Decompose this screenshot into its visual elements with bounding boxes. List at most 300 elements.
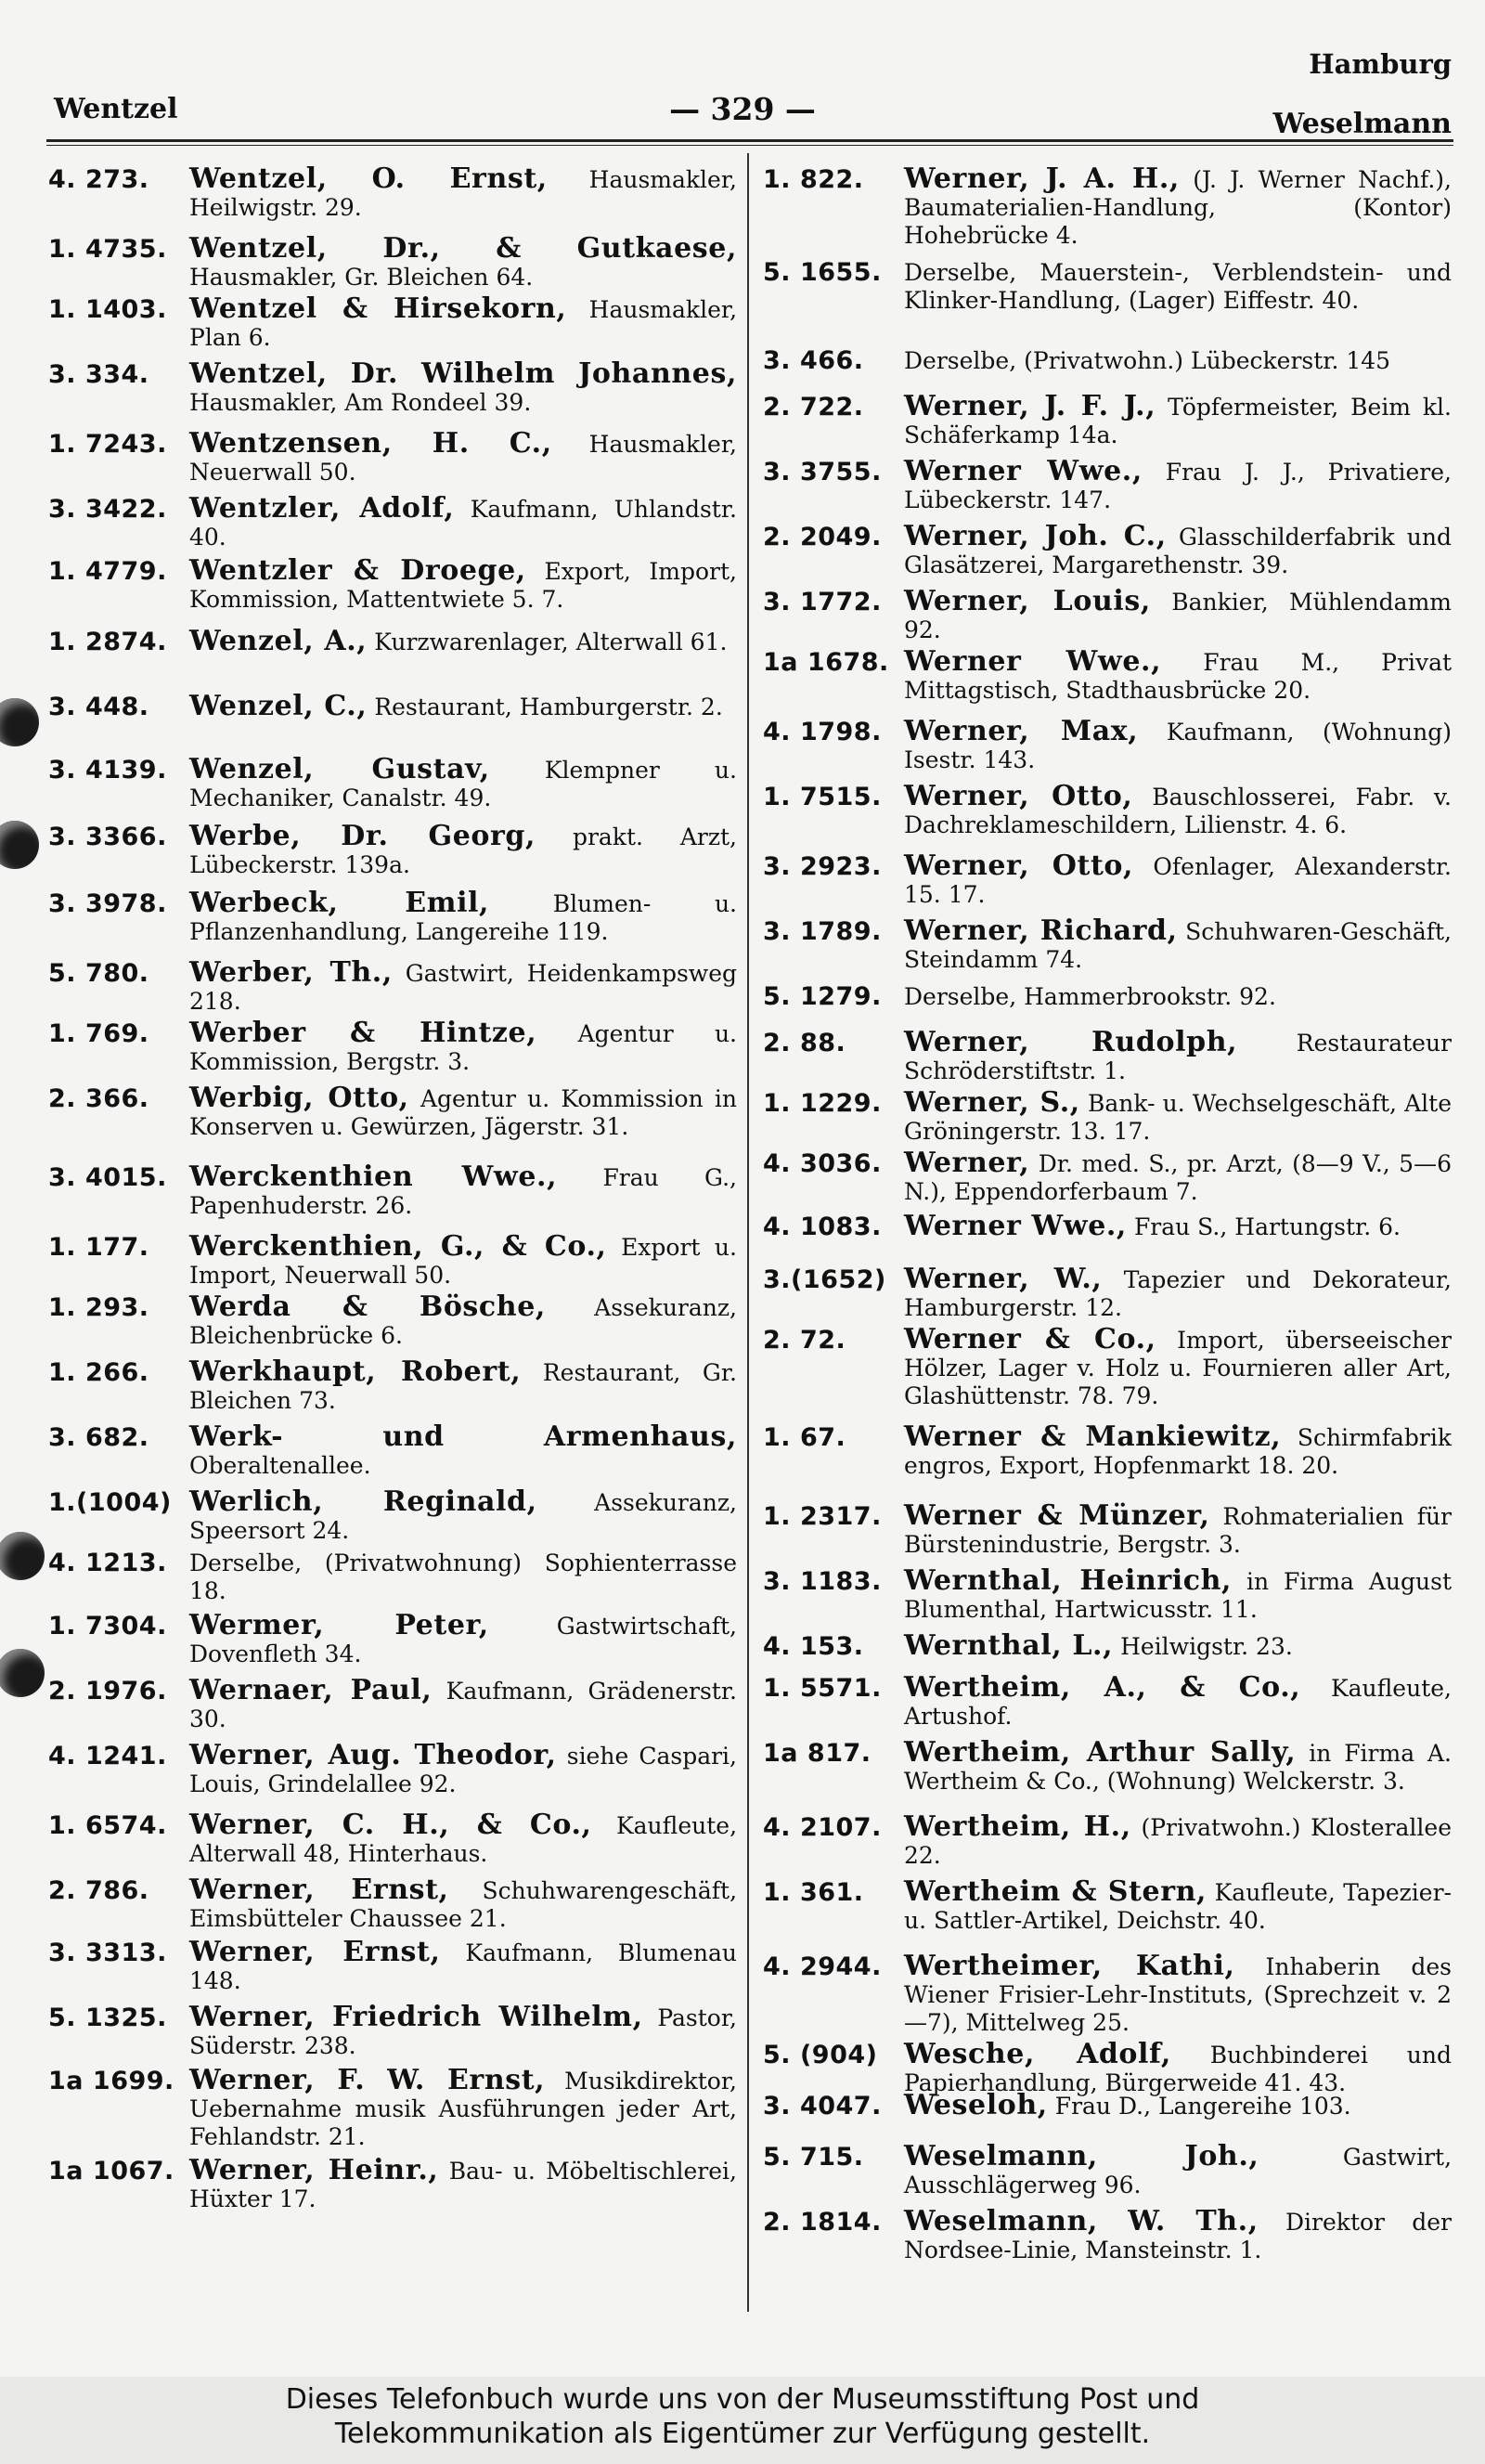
entry-text xyxy=(189,753,737,812)
entry-details: Kaufleute, Tapezier- u. Sattler-Artikel, Deichstr. 40. xyxy=(904,1879,1452,1934)
directory-entry xyxy=(763,1671,1452,1731)
entry-phone-number: 1. 2317. xyxy=(763,1502,882,1531)
entry-details: Inhaberin des Wiener Frisier-Lehr-Instituts, (Sprechzeit v. 2—7), Mittelweg 25. xyxy=(904,1953,1452,2036)
entry-text xyxy=(189,427,737,486)
entry-details: Bank- u. Wechselgeschäft, Alte Gröningerstr. 13. 17. xyxy=(904,1090,1452,1145)
directory-entry xyxy=(763,780,1452,840)
entry-phone-number: 1. 6574. xyxy=(48,1811,167,1840)
directory-entry xyxy=(763,1875,1452,1936)
entry-details: Ofenlager, Alexanderstr. 15. 17. xyxy=(904,853,1452,908)
entry-phone-number: 2. 786. xyxy=(48,1876,149,1905)
entry-details: Oberaltenallee. xyxy=(189,1452,371,1479)
entry-text xyxy=(904,1671,1452,1731)
entry-name: Werbe, Dr. Georg, xyxy=(189,820,536,852)
entry-text xyxy=(904,1736,1452,1796)
entry-name: Werner, Otto, xyxy=(904,849,1134,882)
entry-phone-number: 3. 3755. xyxy=(763,458,882,486)
column-divider xyxy=(747,153,749,2312)
directory-entry xyxy=(763,2205,1452,2265)
entry-name: Werner, xyxy=(904,1147,1030,1179)
entry-text xyxy=(189,292,738,352)
entry-details: Assekuranz, Bleichenbrücke 6. xyxy=(189,1294,737,1349)
entry-details: Kaufleute, Artushof. xyxy=(904,1675,1452,1730)
entry-phone-number: 1. 5571. xyxy=(763,1674,882,1703)
directory-entry xyxy=(763,2038,1452,2098)
entry-details: Bankier, Mühlendamm 92. xyxy=(904,589,1452,643)
entry-phone-number: 1. 1403. xyxy=(48,295,167,324)
directory-entry xyxy=(48,427,737,487)
directory-entry xyxy=(48,1674,738,1734)
entry-text xyxy=(904,780,1452,839)
entry-details: Tapezier und Dekorateur, Hamburgerstr. 12. xyxy=(904,1266,1453,1321)
directory-entry xyxy=(763,1810,1452,1871)
directory-entry xyxy=(48,232,737,292)
entry-details: Hausmakler, Plan 6. xyxy=(189,296,738,351)
entry-details: Blumen- u. Pflanzenhandlung, Langereihe 119. xyxy=(189,890,738,945)
entry-name: Werner & Co., xyxy=(904,1323,1156,1355)
entry-phone-number: 1. 4779. xyxy=(48,557,167,586)
directory-entry xyxy=(763,1564,1453,1625)
entry-name: Werner Wwe., xyxy=(904,645,1162,678)
directory-entry xyxy=(48,1230,737,1290)
entry-details: Restaurant, Gr. Bleichen 73. xyxy=(189,1359,737,1414)
entry-phone-number: 3. 466. xyxy=(763,346,864,375)
entry-phone-number: 3. 4047. xyxy=(763,2092,882,2120)
entry-details: Gastwirtschaft, Dovenfleth 34. xyxy=(189,1613,738,1667)
entry-name: Wentzel, O. Ernst, xyxy=(189,162,548,195)
entry-details: (J. J. Werner Nachf.), Baumaterialien-Handlung, (Kontor) Hohebrücke 4. xyxy=(904,166,1452,249)
directory-entry xyxy=(48,554,738,615)
entry-details: Export u. Import, Neuerwall 50. xyxy=(189,1234,737,1289)
directory-entry xyxy=(48,492,737,552)
entry-text xyxy=(904,455,1452,514)
entry-text xyxy=(189,1420,737,1480)
entry-name: Wertheim, Arthur Sally, xyxy=(904,1736,1297,1769)
entry-phone-number: 3. 1789. xyxy=(763,917,882,946)
entry-phone-number: 1. 769. xyxy=(48,1019,149,1048)
directory-entry xyxy=(48,357,737,418)
entry-details: Direktor der Nordsee-Linie, Mansteinstr. 1. xyxy=(904,2209,1452,2263)
entry-phone-number: 1a 817. xyxy=(763,1739,872,1768)
entry-name: Wenzel, C., xyxy=(189,690,368,722)
entry-text xyxy=(189,889,737,946)
entry-text xyxy=(904,715,1452,774)
entry-phone-number: 4. 1213. xyxy=(48,1549,167,1577)
entry-phone-number: 3. 2923. xyxy=(763,852,882,881)
entry-text xyxy=(904,1265,1452,1322)
entry-details: Hausmakler, Am Rondeel 39. xyxy=(189,389,532,416)
entry-name: Wenzel, A., xyxy=(189,625,368,657)
entry-text xyxy=(189,1876,737,1933)
entry-text xyxy=(904,2089,1452,2121)
entry-name: Werner, Otto, xyxy=(904,780,1133,812)
directory-entry xyxy=(763,1265,1452,1323)
entry-name: Werner, Joh. C., xyxy=(904,520,1167,552)
entry-details: Kaufmann, Blumenau 148. xyxy=(189,1939,738,1994)
entry-text xyxy=(904,1210,1452,1242)
directory-entry xyxy=(763,914,1452,975)
entry-text xyxy=(189,1230,737,1290)
entry-details: Derselbe, (Privatwohn.) Lübeckerstr. 145 xyxy=(904,347,1391,374)
entry-phone-number: 1. 177. xyxy=(48,1233,149,1262)
entry-name: Werner, J. A. H., xyxy=(904,162,1180,195)
entry-details: Schuhwarengeschäft, Eimsbütteler Chaussee 21. xyxy=(189,1877,738,1932)
directory-entry xyxy=(763,1026,1452,1086)
entry-name: Werlich, Reginald, xyxy=(189,1485,537,1518)
entry-text xyxy=(904,1564,1453,1624)
entry-name: Werk- und Armenhaus, xyxy=(189,1420,737,1453)
entry-details: Frau J. J., Privatiere, Lübeckerstr. 147. xyxy=(904,459,1452,513)
entry-details: Frau M., Privat Mittagstisch, Stadthausbrücke 20. xyxy=(904,649,1453,704)
entry-phone-number: 2. 2049. xyxy=(763,523,882,551)
entry-text xyxy=(189,1609,738,1668)
entry-name: Weseloh, xyxy=(904,2089,1048,2121)
entry-phone-number: 1a 1678. xyxy=(763,648,889,677)
directory-entry xyxy=(763,520,1452,580)
entry-phone-number: 5. (904) xyxy=(763,2041,878,2069)
entry-name: Werner, Ernst, xyxy=(189,1936,441,1968)
entry-details: Frau G., Papenhuderstr. 26. xyxy=(189,1164,737,1219)
entry-phone-number: 3. 3366. xyxy=(48,823,167,851)
entry-phone-number: 1a 1067. xyxy=(48,2157,174,2185)
entry-phone-number: 4. 3036. xyxy=(763,1149,882,1178)
entry-name: Werner, Friedrich Wilhelm, xyxy=(189,2001,643,2033)
directory-entry xyxy=(48,2154,737,2214)
entry-text xyxy=(189,690,737,722)
entry-phone-number: 2. 72. xyxy=(763,1326,846,1355)
entry-text xyxy=(904,1810,1452,1870)
entry-phone-number: 4. 2944. xyxy=(763,1952,882,1981)
header-rule-thin xyxy=(46,145,1453,146)
entry-phone-number: 1. 293. xyxy=(48,1293,149,1322)
punch-hole xyxy=(0,821,39,869)
entry-text xyxy=(189,1674,738,1733)
entry-phone-number: 3. 4015. xyxy=(48,1163,167,1192)
page-number: — 329 — xyxy=(669,91,816,127)
entry-text xyxy=(904,1149,1452,1206)
entry-details: Import, überseeischer Hölzer, Lager v. Holz u. Fournieren aller Art, Glashüttenstr. 78. 79. xyxy=(904,1327,1452,1409)
directory-entry xyxy=(48,1290,737,1351)
entry-name: Werner, W., xyxy=(904,1263,1103,1295)
directory-entry xyxy=(48,1019,737,1077)
entry-name: Wernthal, L., xyxy=(904,1629,1114,1662)
entry-phone-number: 3. 334. xyxy=(48,360,149,389)
directory-entry xyxy=(763,162,1452,249)
entry-name: Werner & Mankiewitz, xyxy=(904,1420,1282,1453)
entry-details: Restaurateur Schröderstiftstr. 1. xyxy=(904,1030,1452,1084)
entry-name: Wentzler, Adolf, xyxy=(189,492,455,525)
entry-name: Wertheimer, Kathi, xyxy=(904,1950,1235,1982)
entry-text xyxy=(904,162,1452,250)
entry-name: Wertheim, H., xyxy=(904,1810,1131,1843)
entry-name: Wentzler & Droege, xyxy=(189,554,526,587)
entry-text xyxy=(904,1086,1452,1146)
entry-text xyxy=(904,1629,1452,1662)
footer-line-1: Dieses Telefonbuch wurde uns von der Museumsstiftung Post und xyxy=(285,2383,1200,2416)
directory-entry xyxy=(763,1736,1452,1796)
entry-details: Derselbe, Mauerstein-, Verblendstein- und Klinker-Handlung, (Lager) Eiffestr. 40. xyxy=(904,259,1452,314)
entry-details: Restaurant, Hamburgerstr. 2. xyxy=(374,694,723,720)
entry-text xyxy=(904,520,1452,579)
directory-entry xyxy=(763,1086,1452,1147)
directory-entry xyxy=(48,1163,737,1221)
directory-entry xyxy=(763,1499,1452,1560)
entry-name: Werner, Max, xyxy=(904,715,1139,747)
entry-name: Werner, C. H., & Co., xyxy=(189,1809,592,1841)
entry-name: Werbeck, Emil, xyxy=(189,887,490,919)
directory-entry xyxy=(48,956,737,1017)
entry-details: Frau S., Hartungstr. 6. xyxy=(1133,1213,1401,1240)
entry-name: Werbig, Otto, xyxy=(189,1082,409,1114)
entry-name: Werda & Bösche, xyxy=(189,1290,546,1323)
entry-details: Gastwirt, Heidenkampsweg 218. xyxy=(189,960,737,1015)
directory-entry xyxy=(48,2001,737,2061)
entry-details: Bau- u. Möbeltischlerei, Hüxter 17. xyxy=(189,2158,737,2212)
entry-phone-number: 5. 1655. xyxy=(763,258,882,287)
directory-entry xyxy=(48,1549,737,1606)
entry-phone-number: 3. 3978. xyxy=(48,889,167,918)
header-first-entry: Wentzel xyxy=(54,93,178,125)
entry-details: Schuhwaren-Geschäft, Steindamm 74. xyxy=(904,918,1452,973)
entry-phone-number: 3. 3313. xyxy=(48,1939,167,1967)
entry-name: Wertheim, A., & Co., xyxy=(904,1671,1301,1704)
entry-details: Assekuranz, Speersort 24. xyxy=(189,1489,737,1544)
entry-name: Werkhaupt, Robert, xyxy=(189,1355,522,1388)
directory-entry xyxy=(763,645,1453,706)
entry-name: Wentzel, Dr., & Gutkaese, xyxy=(189,232,737,265)
entry-phone-number: 2. 88. xyxy=(763,1029,846,1057)
entry-phone-number: 3.(1652) xyxy=(763,1265,886,1294)
directory-entry xyxy=(763,258,1452,316)
entry-details: Gastwirt, Ausschlägerweg 96. xyxy=(904,2144,1453,2198)
entry-text xyxy=(189,1019,737,1076)
entry-text xyxy=(904,2140,1453,2199)
entry-details: Kaufmann, (Wohnung) Isestr. 143. xyxy=(904,719,1452,773)
entry-details: Hausmakler, Neuerwall 50. xyxy=(189,431,737,486)
entry-name: Werner Wwe., xyxy=(904,1210,1127,1242)
entry-details: Hausmakler, Heilwigstr. 29. xyxy=(189,166,737,221)
entry-text xyxy=(904,390,1452,449)
entry-text xyxy=(904,1875,1452,1935)
directory-entry xyxy=(763,1149,1452,1207)
entry-text xyxy=(904,1323,1452,1410)
entry-phone-number: 1.(1004) xyxy=(48,1488,172,1517)
entry-text xyxy=(904,258,1452,315)
right-column xyxy=(763,162,1453,2301)
entry-phone-number: 2. 722. xyxy=(763,393,864,421)
entry-phone-number: 1. 1229. xyxy=(763,1089,882,1118)
entry-phone-number: 3. 4139. xyxy=(48,756,167,785)
entry-name: Weselmann, Joh., xyxy=(904,2140,1259,2172)
entry-details: Kurzwarenlager, Alterwall 61. xyxy=(374,629,728,655)
directory-entry xyxy=(48,1876,737,1934)
entry-phone-number: 4. 153. xyxy=(763,1632,864,1661)
entry-details: Schirmfabrik engros, Export, Hopfenmarkt 18. 20. xyxy=(904,1424,1452,1479)
directory-entry xyxy=(48,820,737,880)
punch-hole xyxy=(0,1649,45,1697)
entry-name: Werner, Rudolph, xyxy=(904,1026,1238,1058)
entry-details: Hausmakler, Gr. Bleichen 64. xyxy=(189,264,534,291)
entry-phone-number: 2. 366. xyxy=(48,1084,149,1113)
entry-text xyxy=(904,1420,1452,1480)
entry-phone-number: 4. 1798. xyxy=(763,718,882,746)
entry-phone-number: 1. 266. xyxy=(48,1358,149,1387)
entry-phone-number: 1a 1699. xyxy=(48,2067,174,2095)
directory-entry xyxy=(48,2064,737,2150)
entry-text xyxy=(904,1952,1452,2037)
entry-text xyxy=(904,849,1452,909)
directory-entry xyxy=(48,889,737,947)
entry-phone-number: 3. 1183. xyxy=(763,1567,882,1596)
entry-text xyxy=(904,645,1453,705)
directory-entry xyxy=(48,1609,738,1669)
entry-text xyxy=(904,346,1452,375)
entry-name: Werner, Louis, xyxy=(904,585,1151,617)
entry-name: Werckenthien, G., & Co., xyxy=(189,1230,607,1263)
entry-name: Werner, Aug. Theodor, xyxy=(189,1739,557,1771)
entry-details: Kaufmann, Uhlandstr. 40. xyxy=(189,496,737,551)
entry-name: Werner, J. F. J., xyxy=(904,390,1156,422)
directory-entry xyxy=(48,1485,737,1546)
entry-name: Werner, Ernst, xyxy=(189,1874,449,1906)
entry-details: in Firma August Blumenthal, Hartwicusstr. 11. xyxy=(904,1568,1453,1623)
entry-phone-number: 3. 448. xyxy=(48,693,149,721)
entry-details: Frau D., Langereihe 103. xyxy=(1054,2093,1351,2120)
entry-phone-number: 5. 1279. xyxy=(763,982,882,1011)
entry-text xyxy=(189,1355,737,1415)
directory-entry xyxy=(763,455,1452,515)
entry-text xyxy=(189,2064,737,2151)
entry-phone-number: 1. 7304. xyxy=(48,1612,167,1641)
entry-phone-number: 5. 715. xyxy=(763,2143,864,2172)
entry-phone-number: 1. 822. xyxy=(763,165,864,194)
entry-phone-number: 5. 780. xyxy=(48,959,149,988)
left-column xyxy=(48,162,738,2301)
directory-entry xyxy=(763,2140,1453,2200)
entry-phone-number: 4. 273. xyxy=(48,165,149,194)
entry-details: (Privatwohn.) Klosterallee 22. xyxy=(904,1814,1452,1869)
entry-name: Werner, F. W. Ernst, xyxy=(189,2064,546,2096)
directory-entry xyxy=(48,1739,737,1799)
entry-name: Werner & Münzer, xyxy=(904,1499,1210,1532)
entry-text xyxy=(189,162,737,222)
entry-text xyxy=(189,1811,737,1868)
entry-text xyxy=(189,554,738,614)
entry-text xyxy=(904,2205,1452,2264)
entry-details: prakt. Arzt, Lübeckerstr. 139a. xyxy=(189,823,737,878)
entry-phone-number: 2. 1814. xyxy=(763,2208,882,2237)
entry-name: Wernaer, Paul, xyxy=(189,1674,433,1706)
entry-details: Buchbinderei und Papierhandlung, Bürgerweide 41. 43. xyxy=(904,2042,1452,2096)
directory-entry xyxy=(48,1420,737,1481)
entry-details: Musikdirektor, Uebernahme musik Ausführungen jeder Art, Fehlandstr. 21. xyxy=(189,2068,737,2150)
entry-phone-number: 3. 1772. xyxy=(763,588,882,616)
punch-hole xyxy=(0,698,39,746)
entry-text xyxy=(189,492,737,551)
entry-name: Wenzel, Gustav, xyxy=(189,753,490,785)
entry-details: Export, Import, Kommission, Mattentwiete 5. 7. xyxy=(189,558,738,613)
entry-text xyxy=(904,1499,1452,1559)
entry-details: Klempner u. Mechaniker, Canalstr. 49. xyxy=(189,757,737,811)
entry-details: siehe Caspari, Louis, Grindelallee 92. xyxy=(189,1743,737,1797)
entry-name: Wentzensen, H. C., xyxy=(189,427,552,460)
entry-text xyxy=(189,232,737,292)
entry-details: in Firma A. Wertheim & Co., (Wohnung) Welckerstr. 3. xyxy=(904,1740,1452,1795)
entry-text xyxy=(904,914,1452,974)
directory-entry xyxy=(763,849,1452,910)
directory-entry xyxy=(763,585,1452,645)
directory-entry xyxy=(763,1950,1452,2036)
directory-entry xyxy=(763,1210,1452,1270)
directory-entry xyxy=(48,1084,737,1142)
directory-entry xyxy=(48,1355,737,1416)
entry-name: Werber & Hintze, xyxy=(189,1017,537,1049)
entry-phone-number: 3. 3422. xyxy=(48,495,167,524)
footer-line-2: Telekommunikation als Eigentümer zur Verfügung gestellt. xyxy=(334,2418,1151,2450)
entry-details: Töpfermeister, Beim kl. Schäferkamp 14a. xyxy=(904,394,1452,448)
directory-entry xyxy=(48,625,737,685)
directory-entry xyxy=(48,1811,737,1869)
entry-name: Wesche, Adolf, xyxy=(904,2038,1171,2070)
entry-details: Kaufmann, Grädenerstr. 30. xyxy=(189,1678,738,1732)
entry-text xyxy=(189,1739,737,1798)
entry-phone-number: 1. 4735. xyxy=(48,235,167,264)
entry-text xyxy=(189,625,737,657)
entry-name: Werckenthien Wwe., xyxy=(189,1161,558,1193)
entry-text xyxy=(189,357,737,417)
entry-name: Werner, Richard, xyxy=(904,914,1178,947)
directory-entry xyxy=(48,753,737,813)
entry-details: Rohmaterialien für Bürstenindustrie, Bergstr. 3. xyxy=(904,1503,1452,1558)
entry-details: Kaufleute, Alterwall 48, Hinterhaus. xyxy=(189,1812,738,1867)
entry-phone-number: 4. 1241. xyxy=(48,1742,167,1770)
entry-name: Wertheim & Stern, xyxy=(904,1875,1207,1908)
entry-phone-number: 1. 361. xyxy=(763,1878,864,1907)
entry-details: Agentur u. Kommission in Konserven u. Gewürzen, Jägerstr. 31. xyxy=(189,1085,737,1140)
header-rule xyxy=(46,139,1453,142)
entry-details: Dr. med. S., pr. Arzt, (8—9 V., 5—6 N.), Eppendorferbaum 7. xyxy=(904,1150,1452,1205)
entry-phone-number: 4. 1083. xyxy=(763,1213,882,1241)
entry-phone-number: 1. 7243. xyxy=(48,430,167,459)
directory-entry xyxy=(48,690,737,750)
entry-text xyxy=(189,820,737,879)
entry-details: Pastor, Süderstr. 238. xyxy=(189,2004,737,2059)
directory-entry xyxy=(48,292,738,353)
footer-notice xyxy=(0,2377,1485,2464)
directory-entry xyxy=(763,1323,1452,1409)
entry-name: Werner, Heinr., xyxy=(189,2154,439,2186)
entry-text xyxy=(189,1936,738,1995)
entry-text xyxy=(904,1026,1452,1085)
entry-text xyxy=(189,2001,737,2060)
entry-details: Glasschilderfabrik und Glasätzerei, Margarethenstr. 39. xyxy=(904,524,1452,578)
entry-phone-number: 1. 7515. xyxy=(763,783,882,811)
directory-entry xyxy=(763,715,1452,775)
directory-entry xyxy=(763,390,1452,450)
entry-name: Werber, Th., xyxy=(189,956,393,989)
entry-text xyxy=(189,1485,737,1545)
entry-name: Wernthal, Heinrich, xyxy=(904,1564,1233,1597)
entry-text xyxy=(189,956,737,1016)
directory-entry xyxy=(48,1936,738,1996)
header-city: Hamburg xyxy=(1309,48,1452,80)
entry-name: Wermer, Peter, xyxy=(189,1609,489,1641)
entry-text xyxy=(904,982,1452,1011)
directory-entry xyxy=(763,1420,1452,1481)
header-last-entry: Weselmann xyxy=(1272,108,1452,140)
entry-details: Heilwigstr. 23. xyxy=(1120,1633,1293,1660)
entry-phone-number: 1. 67. xyxy=(763,1423,846,1452)
